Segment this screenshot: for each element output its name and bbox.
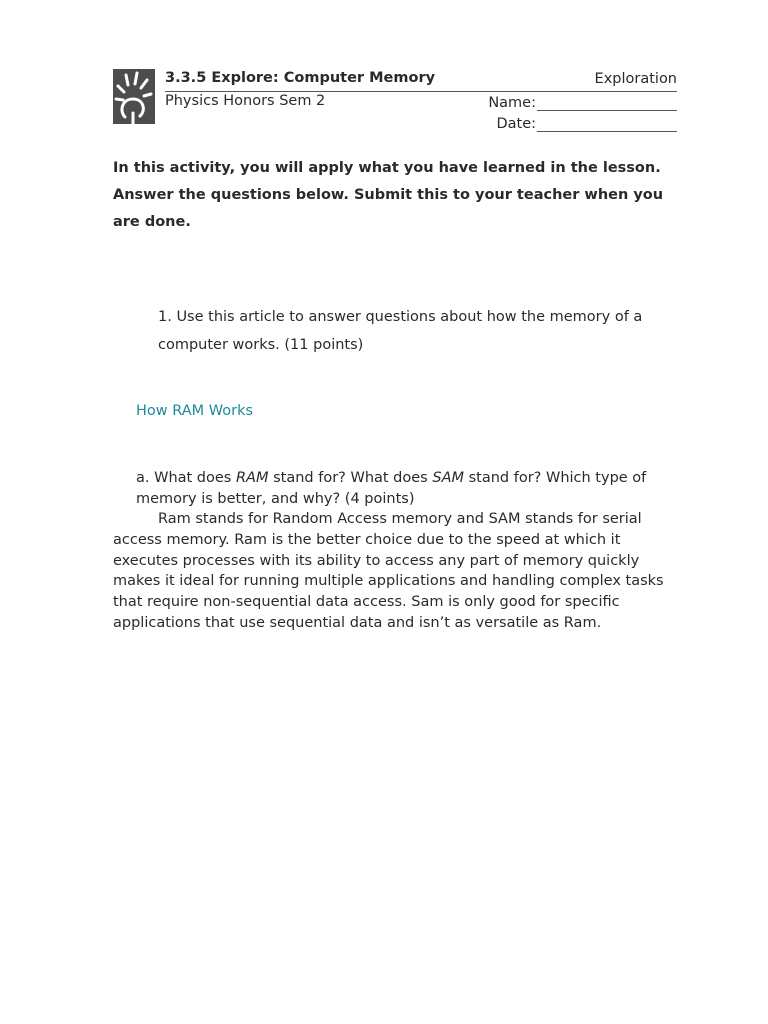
date-field-row [496,116,677,132]
subquestion-a-middle: stand for? What does [268,470,433,486]
subquestion-a [136,468,681,509]
subquestion-a-suffix: stand for? Which type of memory is better, and why? (4 points) [136,470,647,507]
activity-instructions: In this activity, you will apply what you have learned in the lesson. Answer the questions below. Submit this to your teacher when you are done. [113,160,664,230]
date-label: Date: [496,116,536,132]
sun-lightbulb-logo-icon [113,69,155,124]
header-divider [165,91,677,92]
subquestion-a-term-sam: SAM [432,470,464,486]
subquestion-a-prefix: a. What does [136,470,236,486]
name-field[interactable] [537,95,677,111]
course-name: Physics Honors Sem 2 [165,93,326,109]
name-label: Name: [488,95,536,111]
article-link[interactable]: How RAM Works [136,403,254,419]
question-1: 1. Use this article to answer questions about how the memory of a computer works. (11 points) [158,309,643,353]
answer-a-text[interactable]: Ram stands for Random Access memory and SAM stands for serial access memory. Ram is the better choice due to the speed at which it executes processes with its ability to access any part of memory quickly makes it ideal for running multiple applications and handling complex tasks that require non-sequential data access. Sam is only good for specific applications that use sequential data and isn’t as versatile as Ram. [113,511,664,631]
subquestion-a-term-ram: RAM [235,470,269,486]
date-field[interactable] [537,116,677,132]
lesson-title: 3.3.5 Explore: Computer Memory [165,70,436,86]
name-field-row [488,95,677,111]
activity-type-label: Exploration [594,71,677,87]
